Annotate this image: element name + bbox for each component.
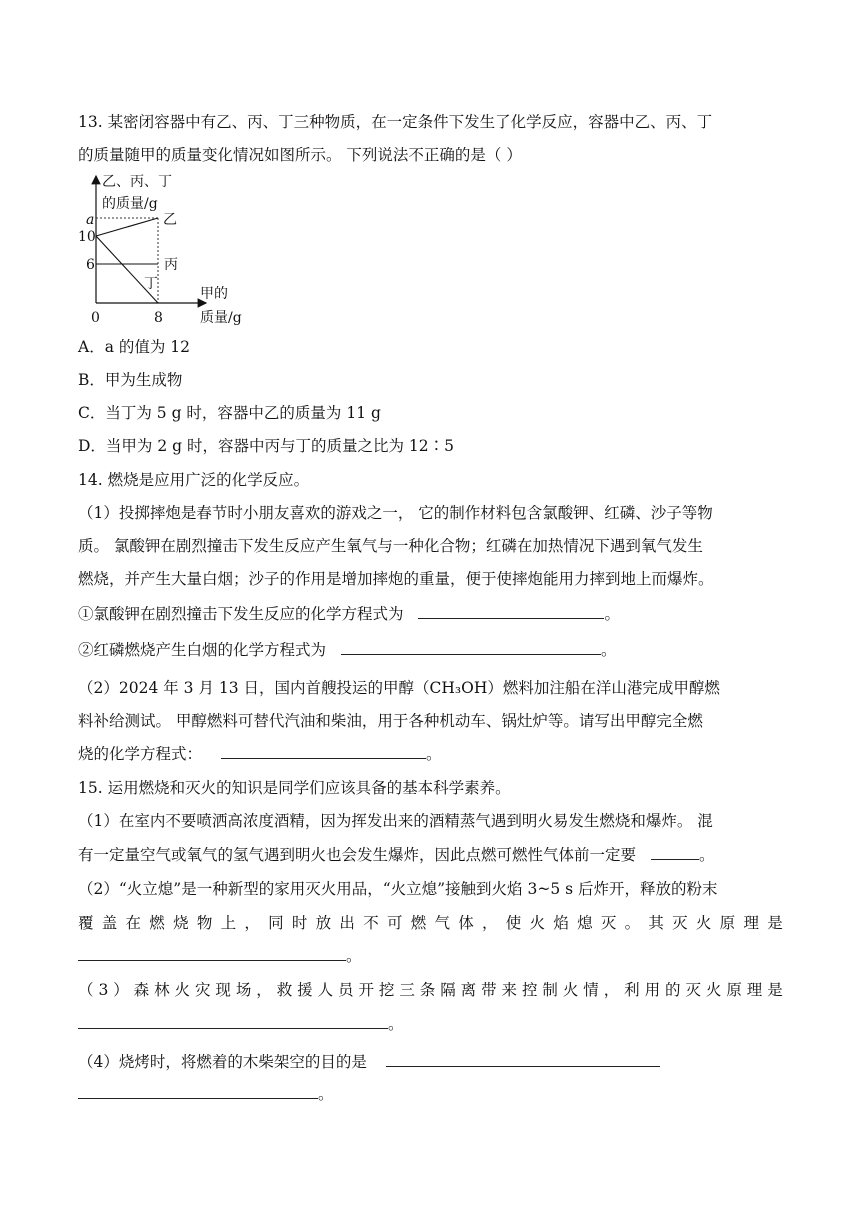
q15-p2-line2-char: 出 bbox=[339, 914, 355, 932]
q13-stem-line1: 13. 某密闭容器中有乙、丙、丁三种物质，在一定条件下发生了化学反应，容器中乙、丙、丁 bbox=[78, 113, 713, 131]
q15-p2-line2-char: 火 bbox=[529, 914, 546, 932]
q15-p2-line2-char: 覆 bbox=[78, 914, 94, 932]
q15-p3-line1-char: 开 bbox=[358, 981, 374, 999]
q15-p2-line2 bbox=[78, 913, 783, 933]
q15-title: 15. 运用燃烧和灭火的知识是同学们应该具备的基本科学素养。 bbox=[78, 779, 511, 797]
q15-p3-line1-char: （ bbox=[78, 981, 94, 999]
q15-p3-line1-char: 3 bbox=[98, 981, 109, 999]
q14-p1-line2: 质。 氯酸钾在剧烈撞击下发生反应产生氧气与一种化合物；红磷在加热情况下遇到氧气发生 bbox=[78, 537, 703, 555]
period: 。 bbox=[318, 1085, 334, 1103]
q15-p3-line1-char: 控 bbox=[521, 981, 538, 999]
q15-p2-line2-char: 体 bbox=[458, 914, 474, 932]
q15-p3-line1-char: 救 bbox=[276, 981, 293, 999]
q15-p2-line2-char: 燃 bbox=[410, 914, 427, 932]
q15-p2-line2-char: 理 bbox=[743, 914, 759, 932]
q13-graph bbox=[78, 172, 258, 332]
line-yi bbox=[96, 218, 158, 236]
q13-stem-line2: 的质量随甲的质量变化情况如图所示。 下列说法不正确的是（ ） bbox=[78, 146, 522, 164]
q15-p4-line1-text: （4）烧烤时，将燃着的木柴架空的目的是 bbox=[78, 1053, 367, 1071]
q15-p3-answer-blank[interactable] bbox=[78, 1014, 388, 1029]
q15-p2-line2-char: 同 bbox=[268, 914, 284, 932]
q15-p2-line2-char: 使 bbox=[505, 914, 522, 932]
q15-p3-line1 bbox=[78, 980, 783, 1000]
tick-0: 0 bbox=[91, 310, 100, 326]
q15-p3-line1-char: 离 bbox=[460, 981, 477, 999]
q15-p2-line2-char: 可 bbox=[386, 914, 403, 932]
q15-p2-line2-char: 上 bbox=[220, 914, 237, 932]
q15-p2-line2-char: 燃 bbox=[149, 914, 165, 932]
period: 。 bbox=[604, 605, 620, 623]
q15-p2-line2-char: 原 bbox=[719, 914, 736, 932]
q15-p2-line2-char: 时 bbox=[291, 914, 308, 932]
q15-p3-line1-char: 隔 bbox=[440, 981, 456, 999]
q15-p3-line1-char: 火 bbox=[562, 981, 579, 999]
q13-option-d[interactable]: D．当甲为 2 g 时，容器中丙与丁的质量之比为 12∶5 bbox=[78, 437, 455, 455]
q15-p3-line1-char: 场 bbox=[235, 981, 252, 999]
q15-p2-line2-char: 灭 bbox=[600, 914, 617, 932]
q15-p2-line2-char: 放 bbox=[315, 914, 332, 932]
q14-item2-text: ②红磷燃烧产生白烟的化学方程式为 bbox=[78, 641, 327, 659]
label-yi: 乙 bbox=[163, 212, 177, 228]
q15-p2-answer-line bbox=[78, 946, 362, 966]
tick-a: a bbox=[86, 212, 95, 228]
label-ding: 丁 bbox=[144, 276, 158, 292]
q15-p2-line2-char: 火 bbox=[695, 914, 712, 932]
q15-p2-line2-char: 是 bbox=[767, 914, 783, 932]
q15-p3-line1-char: 员 bbox=[338, 981, 354, 999]
q14-p1-line1: （1）投掷摔炮是春节时小朋友喜欢的游戏之一， 它的制作材料包含氯酸钾、红磷、沙子等物 bbox=[78, 504, 713, 522]
tick-8: 8 bbox=[154, 310, 163, 326]
q15-p2-line2-char: 烧 bbox=[173, 914, 189, 932]
q15-p3-line1-char: 的 bbox=[665, 981, 681, 999]
q15-p3-line1-char: 用 bbox=[644, 981, 661, 999]
q15-p2-line2-char: 其 bbox=[648, 914, 664, 932]
q14-title: 14. 燃烧是应用广泛的化学反应。 bbox=[78, 471, 310, 489]
q15-p3-line1-char: 三 bbox=[399, 981, 415, 999]
q15-p3-answer-line bbox=[78, 1014, 404, 1034]
q15-p2-line1: （2）“火立熄”是一种新型的家用灭火用品，“火立熄”接触到火焰 3~5 s 后炸开，释放的粉末 bbox=[78, 880, 718, 898]
q15-p3-line1-char: 人 bbox=[317, 981, 334, 999]
q15-p4-answer-line bbox=[78, 1084, 334, 1104]
q14-item2-answer-blank[interactable] bbox=[341, 640, 601, 655]
q14-p2-line3-text: 烧的化学方程式： bbox=[78, 745, 203, 763]
q13-option-a[interactable]: A．a 的值为 12 bbox=[78, 338, 191, 356]
q14-p2-line1: （2）2024 年 3 月 13 日，国内首艘投运的甲醇（CH₃OH）燃料加注船在洋山港完成甲醇燃 bbox=[78, 679, 720, 697]
period: 。 bbox=[600, 641, 617, 659]
y-axis-label-1: 乙、丙、丁 bbox=[102, 174, 172, 190]
x-axis-label-1: 甲的 bbox=[200, 286, 228, 302]
q15-p3-line1-char: 情 bbox=[583, 981, 599, 999]
q15-p4-answer-blank-2[interactable] bbox=[78, 1084, 318, 1099]
q15-p2-line2-char: 气 bbox=[434, 914, 450, 932]
q15-p2-line2-char: 物 bbox=[196, 914, 213, 932]
line-ding bbox=[96, 236, 158, 303]
q14-item2 bbox=[78, 640, 616, 660]
q15-p3-line1-char: 理 bbox=[746, 981, 763, 999]
q14-item1-answer-blank[interactable] bbox=[418, 604, 604, 619]
q15-p1-line2-text: 有一定量空气或氧气的氢气遇到明火也会发生爆炸，因此点燃可燃性气体前一定要 bbox=[78, 846, 637, 864]
q15-p1-answer-blank[interactable] bbox=[651, 845, 699, 860]
tick-10: 10 bbox=[78, 229, 96, 245]
q15-p3-line1-char: 援 bbox=[297, 981, 313, 999]
q15-p4-line1 bbox=[78, 1052, 660, 1072]
q14-p2-line3 bbox=[78, 744, 441, 764]
q15-p3-line1-char: ） bbox=[113, 981, 129, 999]
q15-p3-line1-char: 现 bbox=[215, 981, 231, 999]
q14-p2-line2: 料补给测试。 甲醇燃料可替代汽油和柴油，用于各种机动车、锅灶炉等。请写出甲醇完全燃 bbox=[78, 712, 703, 730]
q15-p3-line1-char: 火 bbox=[174, 981, 191, 999]
label-bing: 丙 bbox=[164, 257, 178, 273]
q15-p3-line1-char: 挖 bbox=[378, 981, 395, 999]
q15-p3-line1-char: 森 bbox=[133, 981, 150, 999]
q15-p2-line2-char: 在 bbox=[125, 914, 142, 932]
q15-p1-line1: （1）在室内不要喷洒高浓度酒精，因为挥发出来的酒精蒸气遇到明火易发生燃烧和爆炸。 混 bbox=[78, 812, 713, 830]
q15-p3-line1-char: 来 bbox=[501, 981, 518, 999]
period: 。 bbox=[388, 1015, 404, 1033]
period: 。 bbox=[346, 947, 362, 965]
q13-option-c[interactable]: C．当丁为 5 g 时，容器中乙的质量为 11 g bbox=[78, 404, 381, 422]
period: 。 bbox=[698, 846, 715, 864]
q15-p2-line2-char: ， bbox=[244, 914, 260, 932]
y-axis-label-2: 的质量/g bbox=[102, 196, 158, 212]
q14-p2-answer-blank[interactable] bbox=[221, 744, 426, 759]
q15-p2-line2-char: 熄 bbox=[577, 914, 593, 932]
q14-item1 bbox=[78, 604, 620, 624]
q15-p1-line2 bbox=[78, 845, 714, 865]
q15-p3-line1-char: 原 bbox=[726, 981, 742, 999]
q14-p1-line3: 燃烧，并产生大量白烟；沙子的作用是增加摔炮的重量，便于使摔炮能用力摔到地上而爆炸。 bbox=[78, 570, 714, 588]
q15-p3-line1-char: 条 bbox=[419, 981, 436, 999]
q15-p2-answer-blank[interactable] bbox=[78, 946, 346, 961]
q15-p4-answer-blank-1[interactable] bbox=[386, 1052, 660, 1067]
q15-p2-line2-char: 不 bbox=[363, 914, 379, 932]
q15-p2-line2-char: 。 bbox=[624, 914, 641, 932]
q13-graph-svg bbox=[78, 172, 258, 332]
q15-p3-line1-char: 是 bbox=[767, 981, 783, 999]
q15-p3-line1-char: ， bbox=[256, 981, 272, 999]
period: 。 bbox=[425, 745, 442, 763]
tick-6: 6 bbox=[86, 257, 95, 273]
x-axis-label-2: 质量/g bbox=[200, 310, 242, 326]
q15-p3-line1-char: 灾 bbox=[194, 981, 211, 999]
q15-p3-line1-char: 灭 bbox=[685, 981, 701, 999]
q15-p3-line1-char: 带 bbox=[481, 981, 497, 999]
q13-option-b[interactable]: B．甲为生成物 bbox=[78, 371, 183, 389]
q14-item1-text: ①氯酸钾在剧烈撞击下发生反应的化学方程式为 bbox=[78, 605, 404, 623]
q15-p3-line1-char: 制 bbox=[542, 981, 558, 999]
q15-p3-line1-char: 利 bbox=[624, 981, 640, 999]
q15-p2-line2-char: ， bbox=[482, 914, 498, 932]
q15-p2-line2-char: 焰 bbox=[553, 914, 569, 932]
q15-p2-line2-char: 盖 bbox=[101, 914, 118, 932]
q15-p3-line1-char: 火 bbox=[705, 981, 722, 999]
q15-p2-line2-char: 灭 bbox=[672, 914, 688, 932]
q15-p3-line1-char: 林 bbox=[154, 981, 170, 999]
q15-p3-line1-char: ， bbox=[603, 981, 620, 999]
